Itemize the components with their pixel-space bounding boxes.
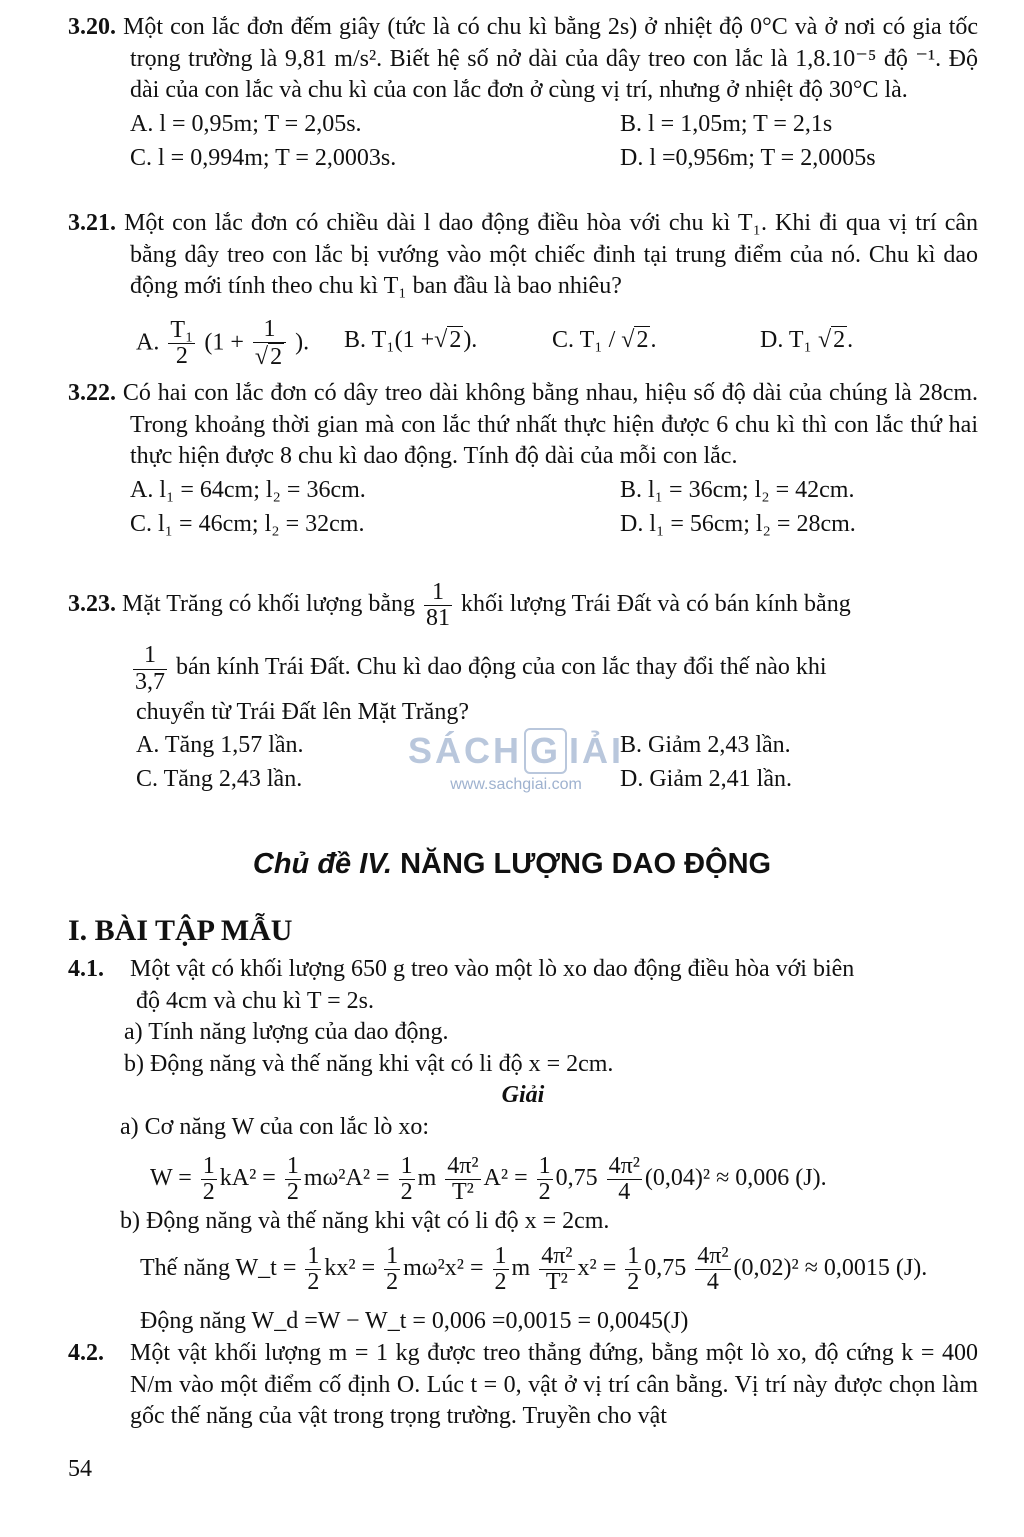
option-a: A. $\frac{\text{T₁}}{2}$ (1 + $\frac{1}{√2}$ ). — [136, 315, 310, 370]
problem-3-21 — [68, 208, 978, 377]
problem-number: 3.21. — [68, 210, 116, 236]
option-d: D. Giảm 2,41 lần. — [620, 766, 792, 793]
fraction: $\frac{1}{81}$ — [426, 579, 451, 632]
problem-text: Một con lắc đơn đếm giây (tức là có chu kì bằng 2s) ở nhiệt độ 0°C và ở nơi có gia tốc trọng trường là 9,81 m/s². Biết hệ số nở dài của dây treo con lắc là 1,8.10⁻⁵ độ ⁻¹. Độ dài của con lắc và chu kì của con lắc đơn ở cùng vị trí, nhưng ở nhiệt độ 30°C là. — [123, 14, 979, 103]
topic-heading: Chủ đề IV. NĂNG LƯỢNG DAO ĐỘNG — [252, 848, 772, 880]
problem-text: Một vật khối lượng m = 1 kg được treo thẳng đứng, bằng một lò xo, độ cứng k = 400 N/m vào một điểm cố định O. Lúc t = 0, vật ở vị trí cân bằng. Vị trí này được chọn làm gốc thế năng của vật trong trọng trường. Truyền cho vật — [130, 1340, 978, 1429]
page-number: 54 — [68, 1456, 92, 1482]
option-d: D. l₁ = 56cm; l₂ = 28cm. — [620, 510, 856, 537]
problem-3-20 — [68, 12, 978, 175]
answer-options — [68, 507, 978, 541]
option-a: A. l = 0,95m; T = 2,05s. — [130, 110, 362, 137]
option-b: B. l = 1,05m; T = 2,1s — [620, 110, 833, 137]
problem-3-23: 3.23. Mặt Trăng có khối lượng bằng $\frac{1}{81}$ khối lượng Trái Đất và có bán kính bằng $\frac{1}{3,7}$ bán kính Trái Đất. Chu kì dao động của con lắc thay đổi thế nào khi chuyển từ Trái Đất lên Mặt Trăng? A. Tăng 1,57 lần. B. Giảm 2,43 lần. C. Tăng 2,43 lần. D. Giảm 2,41 lần. — [68, 580, 978, 796]
watermark-logo: SÁCH G IẢI www.sachgiai.com — [408, 730, 625, 793]
fraction: $\frac{1}{3,7}$ — [135, 642, 165, 695]
energy-equation: W = $\frac{1}{2}$ kA² = $\frac{1}{2}$ mω²A² = $\frac{1}{2}$ m $\frac{\text{4π²}}{\text{T²}}$ A² = $\frac{1}{2}$ 0,75 $\frac{\text{4π²}}{4}$ (0,04)² ≈ 0,006 (J). — [150, 1153, 827, 1206]
potential-energy-equation: Thế năng W_t = $\frac{1}{2}$ kx² = $\frac{1}{2}$ mω²x² = $\frac{1}{2}$ m $\frac{\text{4π²}}{\text{T²}}$ x² = $\frac{1}{2}$ 0,75 $\frac{\text{4π²}}{4}$ (0,02)² ≈ 0,0015 (J). — [140, 1243, 928, 1296]
option-c: C. T₁ / √2. — [552, 326, 657, 353]
section-heading: I. BÀI TẬP MẪU — [68, 914, 293, 947]
problem-number: 3.23. — [68, 591, 116, 618]
problem-number: 4.1. — [68, 956, 104, 982]
problem-3-22 — [68, 378, 978, 541]
answer-options — [68, 107, 978, 141]
option-c: C. l₁ = 46cm; l₂ = 32cm. — [130, 510, 365, 537]
answer-options — [68, 307, 978, 377]
option-b: B. Giảm 2,43 lần. — [620, 732, 791, 759]
option-b: B. T₁(1 +√2). — [344, 326, 478, 353]
problem-text: Một con lắc đơn có chiều dài l dao động điều hòa với chu kì T₁. Khi đi qua vị trí cân bằng dây treo con lắc bị vướng vào một chiếc đinh tại trung điểm của nó. Chu kì dao động mới tính theo chu kì T₁ ban đầu là bao nhiêu? — [124, 210, 978, 299]
problem-text: Có hai con lắc đơn có dây treo dài không bằng nhau, hiệu số độ dài của chúng là 28cm. Trong khoảng thời gian mà con lắc thứ nhất thực hiện được 6 chu kì thì con lắc thứ hai thực hiện được 8 chu kì dao động. Tính độ dài của mỗi con lắc. — [122, 380, 979, 469]
option-a: A. l₁ = 64cm; l₂ = 36cm. — [130, 476, 366, 503]
problem-number: 3.22. — [68, 380, 116, 406]
problem-number: 3.20. — [68, 14, 116, 40]
problem-4-1: 4.1. Một vật có khối lượng 650 g treo vào một lò xo dao động điều hòa với biên độ 4cm và chu kì T = 2s. a) Tính năng lượng của dao động. b) Động năng và thế năng khi vật có li độ x = 2cm. Giải a) Cơ năng W của con lắc lò xo: W = $\frac{1}{2}$ kA² = $\frac{1}{2}$ mω²A² = $\frac{1}{2}$ m $\frac{\text{4π²}}{\text{T²}}$ A² = $\frac{1}{2}$ 0,75 $\frac{\text{4π²}}{4}$ (0,04)² ≈ 0,006 (J). b) Động năng và thế năng khi vật có li độ x = 2cm. Thế năng W_t = $\frac{1}{2}$ kx² = $\frac{1}{2}$ mω²x² = $\frac{1}{2}$ m $\frac{\text{4π²}}{\text{T²}}$ x² = $\frac{1}{2}$ 0,75 $\frac{\text{4π²}}{4}$ (0,02)² ≈ 0,0015 (J). Động năng W_d =W − W_t = 0,006 =0,0015 = 0,0045(J) — [68, 954, 978, 1143]
problem-number: 4.2. — [68, 1340, 104, 1366]
option-b: B. l₁ = 36cm; l₂ = 42cm. — [620, 476, 855, 503]
option-c: C. Tăng 2,43 lần. — [136, 766, 303, 793]
option-d: D. T₁ √2. — [760, 326, 854, 353]
solution-label: Giải — [501, 1082, 545, 1108]
answer-options — [68, 473, 978, 507]
option-a: A. Tăng 1,57 lần. — [136, 732, 304, 759]
problem-4-2 — [68, 1338, 978, 1433]
option-d: D. l =0,956m; T = 2,0005s — [620, 144, 876, 171]
kinetic-energy-equation: Động năng W_d =W − W_t = 0,006 =0,0015 = 0,0045(J) — [140, 1308, 689, 1334]
option-c: C. l = 0,994m; T = 2,0003s. — [130, 144, 397, 171]
answer-options — [68, 141, 978, 175]
